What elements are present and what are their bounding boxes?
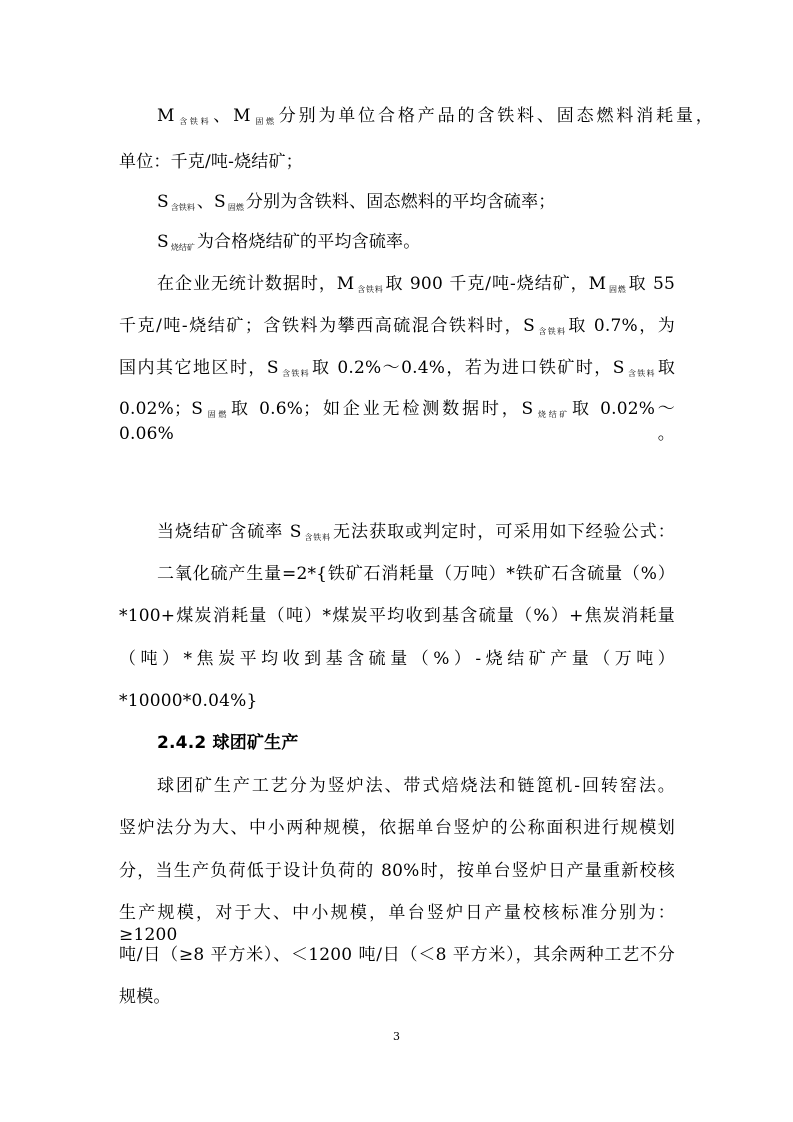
text-line: 当烧结矿含硫率 S 含铁料 无法获取或判定时，可采用如下经验公式： [157, 522, 675, 542]
text-line: 在企业无统计数据时，M 含铁料 取 900 千克/吨-烧结矿，M 固燃 取 55 [157, 274, 675, 294]
text-line: *100+煤炭消耗量（吨）*煤炭平均收到基含硫量（%）+焦炭消耗量 [119, 606, 675, 626]
text-line: 国内其它地区时，S 含铁料 取 0.2%～0.4%，若为进口铁矿时，S 含铁料 取 [119, 358, 676, 378]
text-line: 分，当生产负荷低于设计负荷的 80%时，按单台竖炉日产量重新校核 [119, 861, 675, 881]
text-line: M含铁料 、M 固燃 分别为单位合格产品的含铁料、固态燃料消耗量， [157, 106, 714, 126]
text-line: S烧结矿 为合格烧结矿的平均含硫率。 [157, 232, 421, 252]
text-line: S含铁料 、S 固燃 分别为含铁料、固态燃料的平均含硫率； [157, 192, 556, 212]
text-line: 千克/吨-烧结矿；含铁料为攀西高硫混合铁料时，S 含铁料 取 0.7%，为 [119, 316, 676, 336]
text-line: 生产规模，对于大、中小规模，单台竖炉日产量校核标准分别为：≥1200 [119, 903, 675, 945]
text-line: *10000*0.04%} [119, 691, 258, 711]
text-line: 0.02%；S 固燃 取 0.6%；如企业无检测数据时，S 烧结矿 取 0.02%～0.06%。 [119, 399, 676, 444]
page-number: 3 [393, 1030, 400, 1043]
section-heading: 2.4.2 球团矿生产 [157, 733, 299, 753]
text-line: 单位：千克/吨-烧结矿； [119, 152, 303, 172]
text-line: 竖炉法分为大、中小两种规模，依据单台竖炉的公称面积进行规模划 [119, 818, 675, 838]
text-line: （吨）*焦炭平均收到基含硫量（%）-烧结矿产量（万吨） [119, 649, 675, 669]
text-line: 二氧化硫产生量=2*{铁矿石消耗量（万吨）*铁矿石含硫量（%） [157, 564, 675, 584]
text-line: 规模。 [119, 987, 171, 1007]
text-line: 吨/日（≥8 平方米）、＜1200 吨/日（＜8 平方米），其余两种工艺不分 [119, 945, 675, 965]
text-line: 球团矿生产工艺分为竖炉法、带式焙烧法和链箆机-回转窑法。 [157, 776, 675, 796]
